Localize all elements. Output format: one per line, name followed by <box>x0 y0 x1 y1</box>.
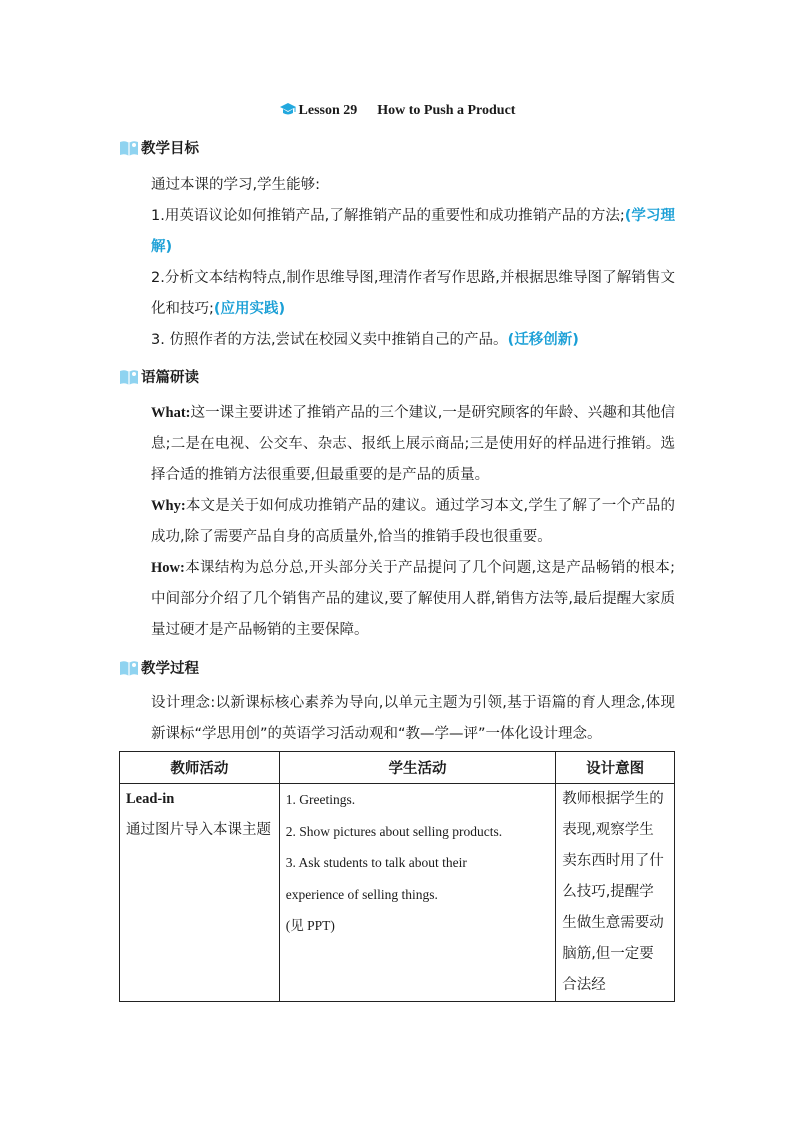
student-line: 2. Show pictures about selling products. <box>285 823 503 839</box>
student-line: 1. Greetings. <box>285 792 356 807</box>
analysis-how <box>119 553 675 646</box>
analysis-why <box>119 491 675 553</box>
section-analysis-label: 语篇研读 <box>141 370 199 386</box>
analysis-what <box>119 398 675 491</box>
lesson-topic: How to Push a Product <box>377 103 516 118</box>
objective-3-text: 3. 仿照作者的方法,尝试在校园义卖中推销自己的产品。 <box>151 332 508 348</box>
table-row <box>120 784 675 1002</box>
table-header-row <box>120 752 675 784</box>
how-text: 本课结构为总分总,开头部分关于产品提问了几个问题,这是产品畅销的根本;中间部分介绍了几个销售产品的建议,要了解使用人群,销售方法等,最后提醒大家质量过硬才是产品畅销的主要保障。 <box>151 560 675 638</box>
lesson-plan-table <box>119 751 675 1002</box>
objective-item-3 <box>119 325 675 356</box>
analysis-body <box>119 398 675 646</box>
student-line: experience of selling things. <box>285 886 438 902</box>
objective-item-2 <box>119 263 675 325</box>
design-intent-cell: 教师根据学生的表现,观察学生卖东西时用了什么技巧,提醒学生做生意需要动脑筋,但一定要合法经 <box>556 784 675 1002</box>
book-icon <box>119 368 139 393</box>
leadin-text: 通过图片导入本课主题 <box>126 822 271 838</box>
section-process <box>119 658 199 680</box>
objective-3-tag: (迁移创新) <box>507 332 579 348</box>
design-concept-text: 设计理念:以新课标核心素养为导向,以单元主题为引领,基于语篇的育人理念,体现新课标“学思用创”的英语学习活动观和“教—学—评”一体化设计理念。 <box>151 695 675 742</box>
teacher-activity-cell <box>120 784 280 1002</box>
lesson-title <box>0 102 794 121</box>
book-icon <box>119 139 139 164</box>
header-teacher: 教师活动 <box>120 752 280 784</box>
objective-2-text: 2.分析文本结构特点,制作思维导图,理清作者写作思路,并根据思维导图了解销售文化和技巧; <box>151 270 675 317</box>
student-line: (见 PPT) <box>285 918 335 933</box>
objectives-intro: 通过本课的学习,学生能够: <box>151 177 320 193</box>
graduation-cap-icon <box>279 102 297 121</box>
how-label: How: <box>151 560 185 576</box>
objective-1-tag: (学习理解) <box>151 208 675 255</box>
objective-2-tag: (应用实践) <box>213 301 286 317</box>
header-design: 设计意图 <box>556 752 675 784</box>
what-text: 这一课主要讲述了推销产品的三个建议,一是研究顾客的年龄、兴趣和其他信息;二是在电视、公交车、杂志、报纸上展示商品;三是使用好的样品进行推销。选择合适的推销方法很重要,但最重要的是产品的质量。 <box>151 405 675 483</box>
lesson-number: Lesson 29 <box>298 103 358 118</box>
section-objectives <box>119 138 199 160</box>
why-label: Why: <box>151 498 186 514</box>
objective-item-1 <box>119 201 675 263</box>
section-objectives-label: 教学目标 <box>141 141 199 157</box>
book-icon <box>119 659 139 684</box>
header-student: 学生活动 <box>279 752 555 784</box>
objectives-body <box>119 170 675 356</box>
student-line: 3. Ask students to talk about their <box>285 855 467 870</box>
what-label: What: <box>151 405 191 421</box>
why-text: 本文是关于如何成功推销产品的建议。通过学习本文,学生了解了一个产品的成功,除了需要产品自身的高质量外,恰当的推销手段也很重要。 <box>151 498 675 545</box>
process-concept <box>119 688 675 750</box>
objective-1-text: 1.用英语议论如何推销产品,了解推销产品的重要性和成功推销产品的方法; <box>151 208 625 224</box>
student-activity-cell <box>279 784 555 1002</box>
section-process-label: 教学过程 <box>141 661 199 677</box>
leadin-label: Lead-in <box>126 791 175 807</box>
section-analysis <box>119 367 199 389</box>
